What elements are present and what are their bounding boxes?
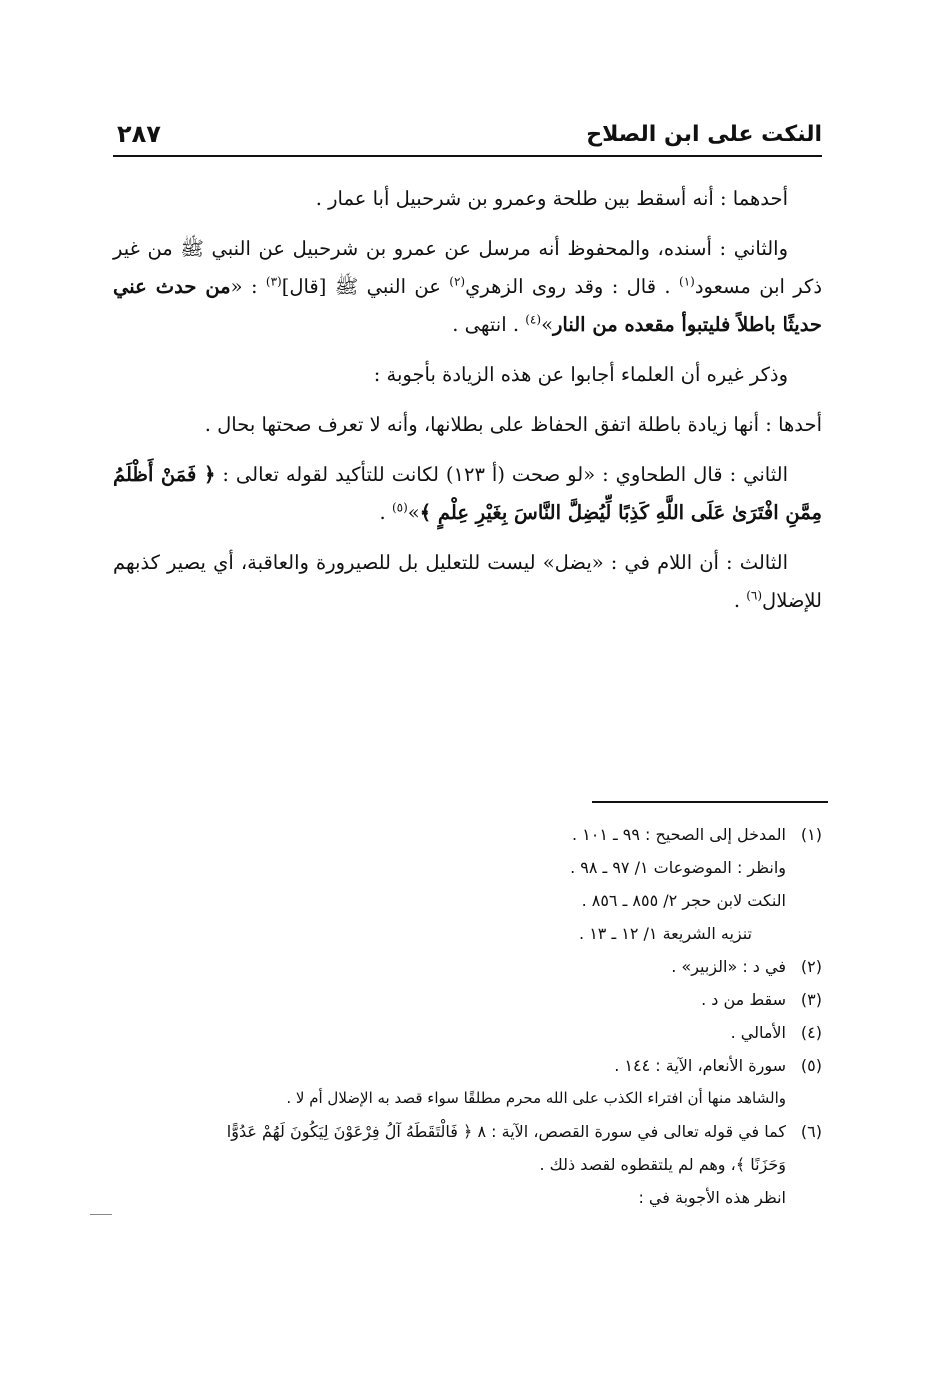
- main-text: [113, 180, 822, 620]
- quran-verse: ﴿ فَمَنْ أَظْلَمُ مِمَّنِ افْتَرَىٰ عَلَى اللَّهِ كَذِبًا لِّيُضِلَّ النَّاسَ بِغَيْرِ عِلْمٍ ﴾: [113, 463, 822, 524]
- footnote-3: [113, 983, 822, 1016]
- paragraph-first-answer: أحدهما : أنه أسقط بين طلحة وعمرو بن شرحبيل أبا عمار .: [315, 187, 788, 210]
- paragraph-answer-one: أحدها : أنها زيادة باطلة اتفق الحفاظ على بطلانها، وأنه لا تعرف صحتها بحال .: [204, 413, 822, 436]
- page-number: ٢٨٧: [117, 120, 161, 148]
- footnote-text: كما في قوله تعالى في سورة القصص، الآية : ٨ ﴿ فَالْتَقَطَهُ آلُ فِرْعَوْنَ لِيَكُونَ لَهُمْ عَدُوًّا: [226, 1122, 786, 1141]
- text-segment: »: [407, 501, 420, 524]
- footnote-text: في د : «الزبير» .: [671, 957, 786, 976]
- paragraph-answer-two: [113, 456, 822, 532]
- footnote-ref-3[interactable]: (٣): [265, 274, 282, 289]
- footnote-separator: [592, 801, 828, 803]
- running-title: النكت على ابن الصلاح: [586, 122, 822, 147]
- footnote-1-line: تنزيه الشريعة ١/ ١٢ ـ ١٣ .: [579, 924, 752, 943]
- footnote-ref-1[interactable]: (١): [679, 274, 695, 289]
- footnote-number: (٤): [800, 1023, 822, 1042]
- paragraph-answer-three: [113, 544, 822, 620]
- footnote-6-line: انظر هذه الأجوبة في :: [638, 1188, 786, 1207]
- footnote-ref-6[interactable]: (٦): [746, 588, 763, 603]
- footnote-1: [113, 818, 822, 851]
- footnotes: [113, 818, 822, 1214]
- footnote-1-line: النكت لابن حجر ٢/ ٨٥٥ ـ ٨٥٦ .: [581, 891, 786, 910]
- text-segment: : «: [230, 275, 266, 298]
- text-segment: .: [733, 589, 747, 612]
- footnote-ref-5[interactable]: (٥): [391, 500, 408, 515]
- header-rule: [113, 155, 822, 157]
- page-header: [113, 118, 822, 156]
- margin-mark: [90, 1214, 112, 1215]
- text-segment: الثالث : أن اللام في : «يضل» ليست للتعليل بل للصيرورة والعاقبة، أي يصير كذبهم للإضلال: [113, 551, 822, 612]
- text-segment: والثاني : أسنده، والمحفوظ أنه مرسل عن عمرو بن شرحبيل عن النبي ﷺ من غير ذكر ابن مسعود: [113, 237, 823, 298]
- footnote-1-line: وانظر : الموضوعات ١/ ٩٧ ـ ٩٨ .: [570, 858, 786, 877]
- footnote-number: (١): [800, 825, 822, 844]
- footnote-ref-2[interactable]: (٢): [449, 274, 466, 289]
- footnote-5-line: والشاهد منها أن افتراء الكذب على الله محرم مطلقًا سواء قصد به الإضلال أم لا .: [286, 1089, 786, 1107]
- text-segment: . قال : وقد روى الزهري: [465, 275, 680, 298]
- footnote-number: (٣): [800, 990, 822, 1009]
- footnote-6: [113, 1115, 822, 1148]
- text-segment: عن النبي ﷺ [قال]: [281, 275, 450, 298]
- footnote-text: سقط من د .: [701, 990, 786, 1009]
- footnote-ref-4[interactable]: (٤): [525, 312, 542, 327]
- text-segment: . انتهى .: [452, 313, 526, 336]
- footnote-2: [113, 950, 822, 983]
- text-segment: »: [541, 313, 553, 336]
- footnote-4: [113, 1016, 822, 1049]
- footnote-number: (٥): [800, 1056, 822, 1075]
- footnote-text: سورة الأنعام، الآية : ١٤٤ .: [614, 1056, 786, 1075]
- footnote-6-line: وَحَزَنًا ﴾، وهم لم يلتقطوه لقصد ذلك .: [539, 1155, 786, 1174]
- footnote-5: [113, 1049, 822, 1082]
- text-segment: الثاني : قال الطحاوي : «لو صحت (أ ١٢٣) لكانت للتأكيد لقوله تعالى :: [222, 463, 788, 486]
- footnote-text: المدخل إلى الصحيح : ٩٩ ـ ١٠١ .: [571, 825, 786, 844]
- footnote-number: (٢): [800, 957, 822, 976]
- footnote-number: (٦): [800, 1122, 822, 1141]
- paragraph-second-answer: [113, 230, 822, 344]
- text-segment: .: [379, 501, 392, 524]
- footnote-text: الأمالي .: [730, 1023, 786, 1042]
- paragraph-scholars-answers: وذكر غيره أن العلماء أجابوا عن هذه الزيادة بأجوبة :: [373, 363, 788, 386]
- hadith-quote: من حدث عني حديثًا باطلاً فليتبوأ مقعده من النار: [113, 275, 822, 336]
